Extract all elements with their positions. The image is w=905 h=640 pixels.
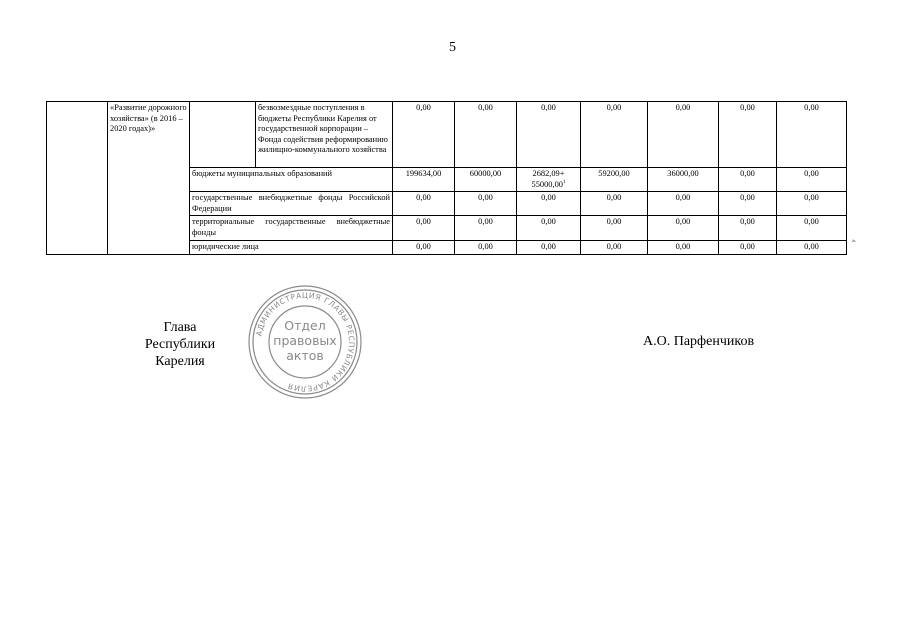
source-cell: юридические лица bbox=[190, 241, 393, 255]
value-cell: 0,00 bbox=[517, 102, 581, 168]
value-cell: 0,00 bbox=[517, 192, 581, 216]
value-cell: 0,00 bbox=[777, 192, 847, 216]
empty-cell bbox=[47, 102, 108, 255]
signatory-title-line: Республики Карелия bbox=[144, 337, 216, 369]
value-cell: 0,00 bbox=[777, 216, 847, 241]
value-cell: 0,00 bbox=[393, 216, 455, 241]
value-cell: 0,00 bbox=[581, 102, 648, 168]
value-cell: 0,00 bbox=[455, 192, 517, 216]
value-cell: 0,00 bbox=[517, 216, 581, 241]
signatory-name: А.О. Парфенчиков bbox=[643, 334, 755, 349]
value-cell: 0,00 bbox=[648, 192, 719, 216]
source-cell: безвозмездные поступления в бюджеты Республики Карелия от государственной корпорации – Фонда содействия реформированию жилищно-коммунального хозяйства bbox=[256, 102, 393, 168]
budget-table bbox=[46, 101, 847, 255]
value-cell: 0,00 bbox=[719, 216, 777, 241]
value-cell: 0,00 bbox=[455, 216, 517, 241]
stamp-center-line: актов bbox=[286, 348, 324, 363]
value-cell: 60000,00 bbox=[455, 168, 517, 192]
value-cell: 0,00 bbox=[777, 102, 847, 168]
value-cell: 0,00 bbox=[777, 241, 847, 255]
value-cell: 0,00 bbox=[393, 192, 455, 216]
value-cell: 0,00 bbox=[648, 216, 719, 241]
value-text: 2682,09+ 55000,00 bbox=[531, 169, 565, 189]
signatory-title bbox=[120, 319, 240, 370]
value-cell: 199634,00 bbox=[393, 168, 455, 192]
footnote-mark: 1 bbox=[562, 179, 566, 185]
value-cell: 0,00 bbox=[393, 102, 455, 168]
value-cell: 0,00 bbox=[648, 102, 719, 168]
value-cell: 0,00 bbox=[393, 241, 455, 255]
value-cell: 0,00 bbox=[777, 168, 847, 192]
page-number: 5 bbox=[449, 40, 456, 55]
value-cell: 0,00 bbox=[455, 241, 517, 255]
signatory-title-line: Глава bbox=[163, 320, 197, 335]
value-cell bbox=[517, 168, 581, 192]
value-cell: 0,00 bbox=[517, 241, 581, 255]
value-cell: 0,00 bbox=[719, 192, 777, 216]
value-cell: 0,00 bbox=[455, 102, 517, 168]
source-cell: бюджеты муниципальных образований bbox=[190, 168, 393, 192]
value-cell: 0,00 bbox=[581, 216, 648, 241]
value-cell: 0,00 bbox=[648, 241, 719, 255]
empty-cell bbox=[190, 102, 256, 168]
value-cell: 36000,00 bbox=[648, 168, 719, 192]
closing-quote-mark: ». bbox=[852, 238, 857, 244]
program-name-cell: «Развитие дорожного хозяйства» (в 2016 – 2020 годах)» bbox=[108, 102, 190, 255]
stamp-center-line: правовых bbox=[273, 333, 337, 348]
value-cell: 0,00 bbox=[581, 241, 648, 255]
value-cell: 0,00 bbox=[719, 241, 777, 255]
source-cell: территориальные государственные внебюджетные фонды bbox=[190, 216, 393, 241]
official-stamp bbox=[246, 283, 364, 401]
value-cell: 0,00 bbox=[581, 192, 648, 216]
stamp-ring-text-path: АДМИНИСТРАЦИЯ ГЛАВЫ РЕСПУБЛИКИ КАРЕЛИЯ bbox=[254, 290, 357, 394]
stamp-center-line: Отдел bbox=[284, 318, 326, 333]
source-cell: государственные внебюджетные фонды Российской Федерации bbox=[190, 192, 393, 216]
table-row bbox=[47, 102, 847, 168]
value-cell: 0,00 bbox=[719, 168, 777, 192]
value-cell: 59200,00 bbox=[581, 168, 648, 192]
value-cell: 0,00 bbox=[719, 102, 777, 168]
